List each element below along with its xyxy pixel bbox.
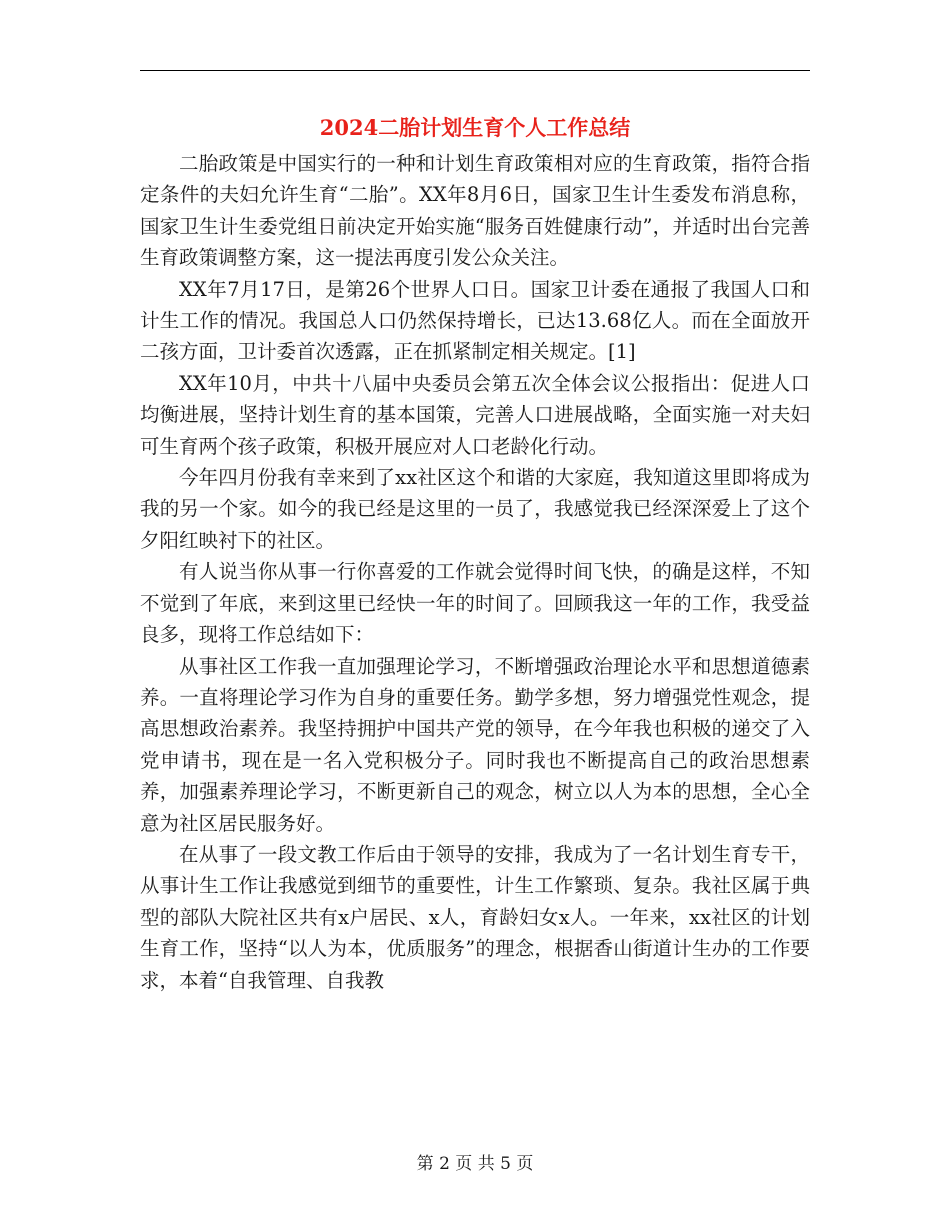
document-body (140, 148, 810, 996)
paragraph: 从事社区工作我一直加强理论学习，不断增强政治理论水平和思想道德素养。一直将理论学习作为自身的重要任务。勤学多想，努力增强党性观念，提高思想政治素养。我坚持拥护中国共产党的领导，在今年我也积极的递交了入党申请书，现在是一名入党积极分子。同时我也不断提高自己的政治思想素养，加强素养理论学习，不断更新自己的观念，树立以人为本的思想，全心全意为社区居民服务好。 (140, 654, 810, 835)
document-title: 2024二胎计划生育个人工作总结 (319, 115, 631, 140)
page-number-footer: 第 2 页 共 5 页 (416, 1154, 534, 1174)
paragraph: 在从事了一段文教工作后由于领导的安排，我成为了一名计划生育专干，从事计生工作让我感觉到细节的重要性，计生工作繁琐、复杂。我社区属于典型的部队大院社区共有x户居民、x人，育龄妇女x人。一年来，xx社区的计划生育工作，坚持“以人为本，优质服务”的理念，根据香山街道计生办的工作要求，本着“自我管理、自我教 (140, 842, 810, 992)
paragraph: 今年四月份我有幸来到了xx社区这个和谐的大家庭，我知道这里即将成为我的另一个家。如今的我已经是这里的一员了，我感觉我已经深深爱上了这个夕阳红映衬下的社区。 (140, 466, 810, 552)
paragraph: 有人说当你从事一行你喜爱的工作就会觉得时间飞快，的确是这样，不知不觉到了年底，来到这里已经快一年的时间了。回顾我这一年的工作，我受益良多，现将工作总结如下： (140, 560, 810, 647)
header-rule (140, 70, 810, 71)
paragraph: XX年10月，中共十八届中央委员会第五次全体会议公报指出：促进人口均衡进展，坚持计划生育的基本国策，完善人口进展战略，全面实施一对夫妇可生育两个孩子政策，积极开展应对人口老龄化行动。 (140, 371, 810, 458)
paragraph: 二胎政策是中国实行的一种和计划生育政策相对应的生育政策，指符合指定条件的夫妇允许生育“二胎”。XX年8月6日，国家卫生计生委发布消息称，国家卫生计生委党组日前决定开始实施“服务百姓健康行动”，并适时出台完善生育政策调整方案，这一提法再度引发公众关注。 (140, 152, 810, 270)
paragraph: XX年7月17日，是第26个世界人口日。国家卫计委在通报了我国人口和计生工作的情况。我国总人口仍然保持增长，已达13.68亿人。而在全面放开二孩方面，卫计委首次透露，正在抓紧制定相关规定。[1] (140, 277, 810, 364)
